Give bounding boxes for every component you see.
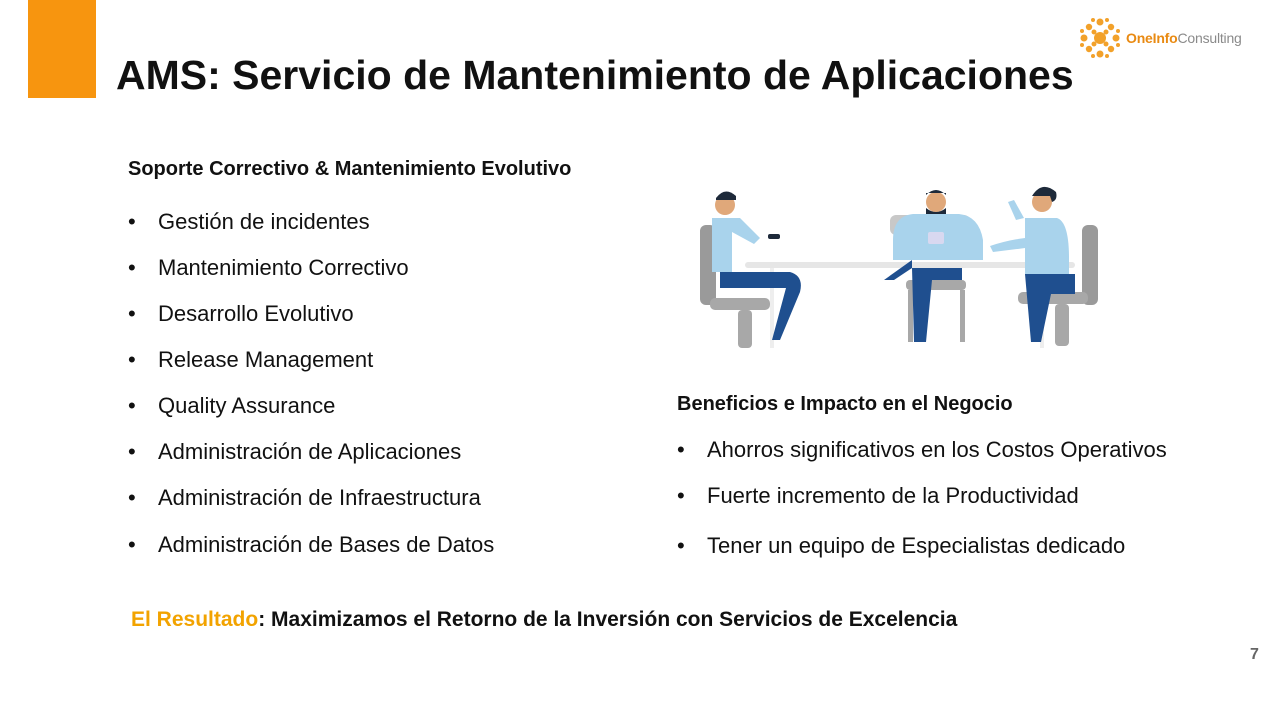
slide-title: AMS: Servicio de Mantenimiento de Aplicaciones <box>116 52 1074 98</box>
list-item-text: Tener un equipo de Especialistas dedicado <box>707 533 1126 558</box>
bullet-icon: • <box>128 439 136 464</box>
right-section-heading: Beneficios e Impacto en el Negocio <box>677 393 1013 415</box>
list-item-text: Release Management <box>158 347 374 372</box>
bullet-icon: • <box>677 483 685 508</box>
bullet-icon: • <box>128 532 136 557</box>
list-item-text: Administración de Aplicaciones <box>158 439 462 464</box>
bullet-icon: • <box>128 393 136 418</box>
logo-wordmark <box>1126 30 1242 46</box>
meeting-illustration <box>690 180 1110 355</box>
bullet-icon: • <box>128 209 136 234</box>
list-item-text: Fuerte incremento de la Productividad <box>707 483 1079 508</box>
logo-brand-bold: OneInfo <box>1126 30 1178 46</box>
accent-block <box>28 0 96 98</box>
list-item-text: Administración de Infraestructura <box>158 485 481 510</box>
result-statement <box>131 608 957 632</box>
person-middle <box>926 192 946 212</box>
bullet-icon: • <box>128 301 136 326</box>
page-number: 7 <box>1250 646 1259 663</box>
bullet-icon: • <box>128 255 136 280</box>
company-logo <box>1062 0 1280 78</box>
bullet-icon: • <box>677 533 685 558</box>
bullet-icon: • <box>128 485 136 510</box>
list-item-text: Administración de Bases de Datos <box>158 532 495 557</box>
logo-brand-light: Consulting <box>1177 30 1242 46</box>
list-item-text: Gestión de incidentes <box>158 209 370 234</box>
result-separator: : <box>258 608 266 631</box>
result-label: El Resultado <box>131 608 259 631</box>
list-item-text: Desarrollo Evolutivo <box>158 301 354 326</box>
result-text: Maximizamos el Retorno de la Inversión con Servicios de Excelencia <box>265 608 958 631</box>
list-item-text: Mantenimiento Correctivo <box>158 255 409 280</box>
list-item-text: Ahorros significativos en los Costos Operativos <box>707 437 1167 462</box>
bullet-icon: • <box>677 437 685 462</box>
bullet-icon: • <box>128 347 136 372</box>
left-section-heading: Soporte Correctivo & Mantenimiento Evolutivo <box>128 158 572 180</box>
list-item-text: Quality Assurance <box>158 393 336 418</box>
